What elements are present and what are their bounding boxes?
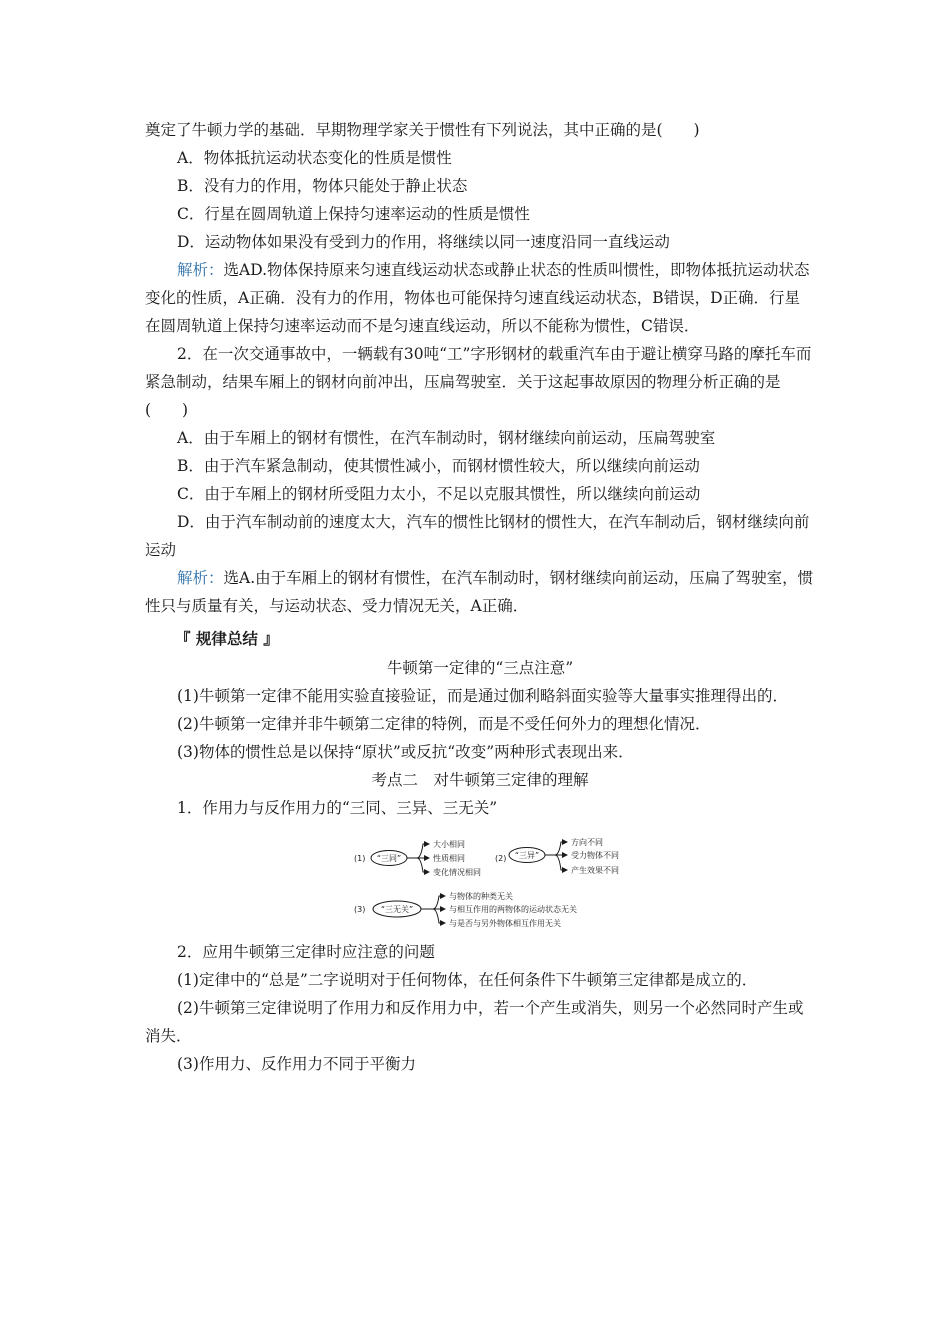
diagram-g2-label: “三异” (514, 851, 540, 860)
rule-item-3: (3)物体的惯性总是以保持“原状”或反抗“改变”两种形式表现出来． (177, 743, 634, 761)
diagram-g2-item-2: 受力物体不同 (571, 851, 619, 860)
q1-option-a: A．物体抵抗运动状态变化的性质是惯性 (177, 149, 452, 167)
analysis-label: 解析： (177, 261, 224, 279)
diagram-g1-arrow-3 (417, 858, 429, 872)
q2-stem: 2．在一次交通事故中，一辆载有30吨“工”字形钢材的载重汽车由于避让横穿马路的摩托车而紧急制动，结果车厢上的钢材向前冲出，压扁驾驶室．关于这起事故原因的物理分析正确的是( ) (145, 345, 812, 419)
section-item-1: (1)定律中的“总是”二字说明对于任何物体，在任何条件下牛顿第三定律都是成立的． (177, 971, 758, 989)
q2-option-c: C．由于车厢上的钢材所受阻力太小，不足以克服其惯性，所以继续向前运动 (177, 485, 701, 503)
diagram-g3-item-3: 与是否与另外物体相互作用无关 (449, 919, 561, 928)
q2-option-d: D．由于汽车制动前的速度太大，汽车的惯性比钢材的惯性大，在汽车制动后，钢材继续向前运动 (145, 513, 810, 559)
diagram-g3-label: “三无关” (380, 905, 414, 914)
section-title: 考点二 对牛顿第三定律的理解 (371, 771, 589, 789)
diagram-g2-item-3: 产生效果不同 (571, 866, 619, 875)
rule-item-1: (1)牛顿第一定律不能用实验直接验证，而是通过伽利略斜面实验等大量事实推理得出的． (177, 687, 788, 705)
diagram-g3-item-2: 与相互作用的两物体的运动状态无关 (449, 905, 577, 914)
diagram-g2-arrow-3 (555, 855, 567, 870)
section-item-2: (2)牛顿第三定律说明了作用力和反作用力中，若一个产生或消失，则另一个必然同时产生或消失． (145, 999, 804, 1045)
diagram-g2-item-1: 方向不同 (571, 838, 603, 847)
q2-analysis-text: 选A.由于车厢上的钢材有惯性，在汽车制动时，钢材继续向前运动，压扁了驾驶室，惯性只与质量有关，与运动状态、受力情况无关，A正确． (145, 569, 814, 615)
section-heading-1: 1．作用力与反作用力的“三同、三异、三无关” (177, 799, 498, 817)
rule-item-2: (2)牛顿第一定律并非牛顿第二定律的特例，而是不受任何外力的理想化情况． (177, 715, 711, 733)
q1-option-b: B．没有力的作用，物体只能处于静止状态 (177, 177, 468, 195)
diagram-g2-arrow-1 (545, 842, 567, 855)
diagram-g3-item-1: 与物体的种类无关 (449, 892, 513, 901)
diagram-g3-num: (3) (354, 905, 366, 914)
q2-option-b: B．由于汽车紧急制动，使其惯性减小，而钢材惯性较大，所以继续向前运动 (177, 457, 700, 475)
diagram-g3-arrow-1 (421, 896, 445, 909)
section-item-3: (3)作用力、反作用力不同于平衡力 (177, 1055, 416, 1073)
intro-text: 奠定了牛顿力学的基础．早期物理学家关于惯性有下列说法，其中正确的是( ) (145, 121, 700, 139)
diagram-g1-label: “三同” (376, 854, 402, 863)
diagram-g1-num: (1) (354, 854, 366, 863)
diagram-svg (145, 828, 815, 936)
rule-subtitle: 牛顿第一定律的“三点注意” (386, 659, 574, 677)
section-heading-2: 2．应用牛顿第三定律时应注意的问题 (177, 943, 435, 961)
q1-analysis-text: 选AD.物体保持原来匀速直线运动状态或静止状态的性质叫惯性，即物体抵抗运动状态变化的性质，A正确．没有力的作用，物体也可能保持匀速直线运动状态，B错误，D正确．行星在圆周轨道上保持匀速率运动而不是匀速直线运动，所以不能称为惯性，C错误． (145, 261, 810, 335)
diagram-g1-arrow-1 (407, 844, 429, 858)
diagram-g3-arrow-3 (433, 909, 445, 923)
diagram-g1-item-2: 性质相同 (433, 854, 465, 863)
q1-analysis (145, 256, 815, 340)
q2-option-a: A．由于车厢上的钢材有惯性，在汽车制动时，钢材继续向前运动，压扁驾驶室 (177, 429, 716, 447)
q2-analysis (145, 564, 815, 620)
diagram-g1-item-1: 大小相同 (433, 840, 465, 849)
rule-summary-title: 『 规律总结 』 (175, 630, 279, 648)
q1-option-c: C．行星在圆周轨道上保持匀速率运动的性质是惯性 (177, 205, 530, 223)
q1-option-d: D．运动物体如果没有受到力的作用，将继续以同一速度沿同一直线运动 (177, 233, 670, 251)
analysis-label: 解析： (177, 569, 224, 587)
three-same-diagram (145, 828, 815, 936)
diagram-g2-num: (2) (495, 854, 507, 863)
document-page (145, 116, 815, 1078)
diagram-g1-item-3: 变化情况相同 (433, 868, 481, 877)
